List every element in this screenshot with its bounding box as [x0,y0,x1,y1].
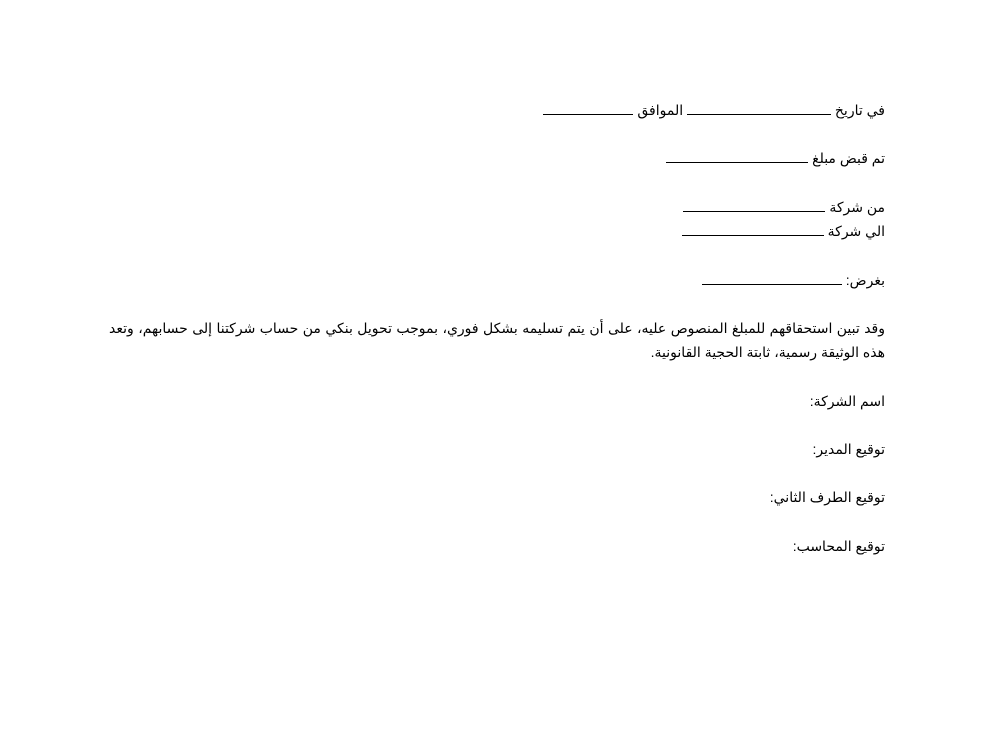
to-company-line [682,219,885,243]
purpose-line [702,268,885,292]
from-company-blank[interactable] [683,197,825,212]
body-paragraph: وقد تبين استحقاقهم للمبلغ المنصوص عليه، على أن يتم تسليمه بشكل فوري، بموجب تحويل بنكي من حساب شركتنا إلى حسابهم، وتعد هذه الوثيقة رسمية، ثابتة الحجية القانونية. [109,320,885,360]
accountant-signature-label: توقيع المحاسب: [792,538,885,554]
amount-line [666,146,885,170]
second-party-signature-label: توقيع الطرف الثاني: [769,489,885,505]
corresponding-date-blank[interactable] [543,100,633,115]
date-blank[interactable] [687,100,831,115]
purpose-blank[interactable] [702,270,842,285]
to-company-label: الي شركة [827,223,885,239]
date-line [543,98,885,122]
manager-signature-label: توقيع المدير: [812,441,885,457]
purpose-label: بغرض: [845,272,885,288]
corresponding-label: الموافق [637,102,684,118]
to-company-blank[interactable] [682,221,824,236]
company-name-label: اسم الشركة: [809,393,885,409]
from-company-line [683,195,885,219]
amount-label: تم قبض مبلغ [812,150,885,166]
date-label: في تاريخ [834,102,885,118]
amount-blank[interactable] [666,148,808,163]
from-company-label: من شركة [829,199,885,215]
